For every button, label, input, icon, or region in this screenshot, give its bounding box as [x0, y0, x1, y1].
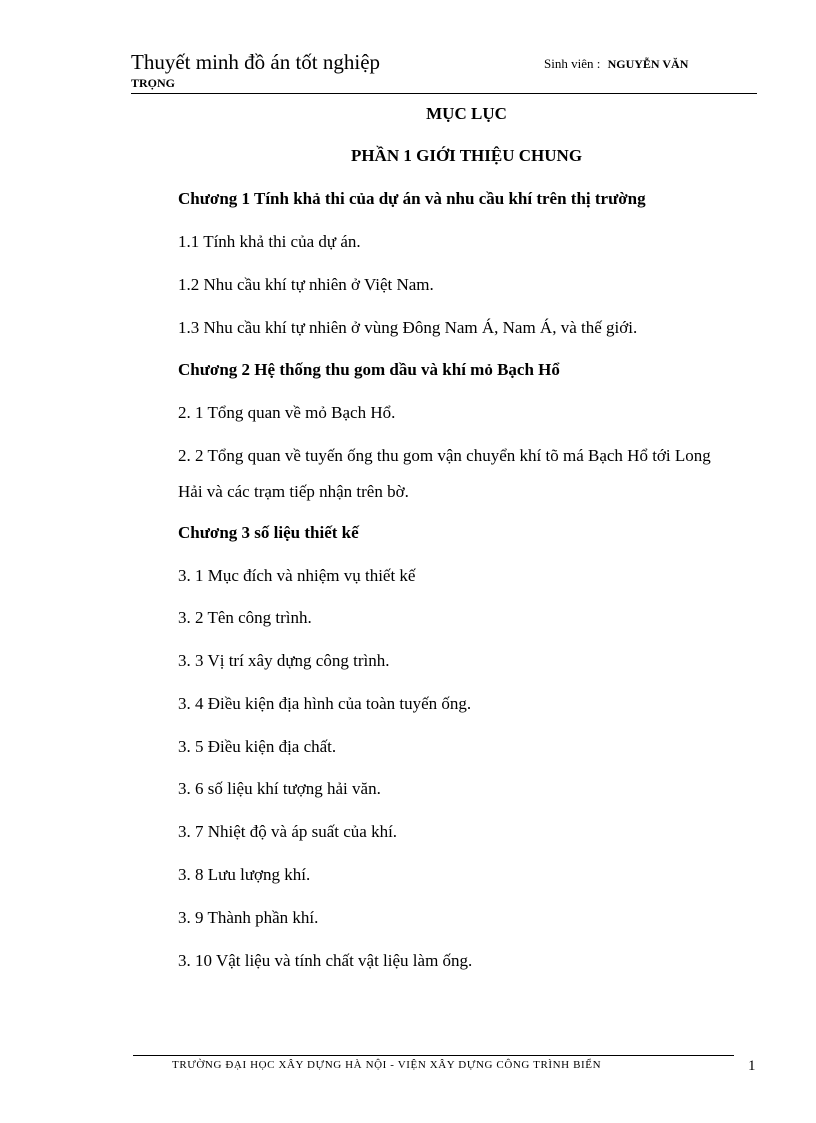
document-subtitle: TRỌNG	[131, 76, 176, 90]
footer-divider	[133, 1055, 734, 1056]
footer-institution: TRƯỜNG ĐẠI HỌC XÂY DỰNG HÀ NỘI - VIỆN XÂY DỰNG CÔNG TRÌNH BIỂN	[172, 1059, 602, 1071]
toc-entry-3-5: 3. 5 Điều kiện địa chất.	[178, 737, 337, 756]
toc-entry-1-3: 1.3 Nhu cầu khí tự nhiên ở vùng Đông Nam Á, Nam Á, và thế giới.	[178, 318, 638, 337]
toc-entry-3-8: 3. 8 Lưu lượng khí.	[178, 865, 311, 884]
page-number: 1	[748, 1058, 756, 1074]
toc-entry-3-6: 3. 6 số liệu khí tượng hải văn.	[178, 779, 381, 798]
toc-entry-3-1: 3. 1 Mục đích và nhiệm vụ thiết kế	[178, 566, 416, 585]
toc-entry-2-2: 2. 2 Tổng quan về tuyến ống thu gom vận chuyển khí tõ má Bạch Hổ tới Long Hải và các trạm tiếp nhận trên bờ.	[178, 446, 711, 501]
toc-entry-3-4: 3. 4 Điều kiện địa hình của toàn tuyến ống.	[178, 694, 472, 713]
toc-entry-1-2: 1.2 Nhu cầu khí tự nhiên ở Việt Nam.	[178, 275, 434, 294]
student-info	[544, 56, 688, 72]
toc-entry-3-2: 3. 2 Tên công trình.	[178, 608, 312, 627]
student-name: NGUYỄN VĂN	[607, 57, 689, 71]
toc-entry-1-1: 1.1 Tính khả thi của dự án.	[178, 232, 361, 251]
toc-chapter-3: Chương 3 số liệu thiết kế	[178, 523, 359, 542]
toc-entry-3-10: 3. 10 Vật liệu và tính chất vật liệu làm ống.	[178, 951, 473, 970]
student-label: Sinh viên :	[544, 56, 601, 71]
toc-heading: MỤC LỤC	[426, 104, 507, 123]
document-title: Thuyết minh đồ án tốt nghiệp	[131, 50, 381, 74]
part-heading: PHẦN 1 GIỚI THIỆU CHUNG	[350, 146, 583, 165]
toc-chapter-1: Chương 1 Tính khả thi của dự án và nhu cầu khí trên thị trường	[178, 189, 646, 208]
toc-entry-2-1: 2. 1 Tổng quan về mỏ Bạch Hổ.	[178, 403, 396, 422]
toc-entry-3-9: 3. 9 Thành phần khí.	[178, 908, 319, 927]
toc-chapter-2: Chương 2 Hệ thống thu gom dầu và khí mỏ Bạch Hổ	[178, 360, 560, 379]
toc-entry-3-7: 3. 7 Nhiệt độ và áp suất của khí.	[178, 822, 398, 841]
toc-entry-3-3: 3. 3 Vị trí xây dựng công trình.	[178, 651, 390, 670]
header-divider	[131, 93, 757, 94]
